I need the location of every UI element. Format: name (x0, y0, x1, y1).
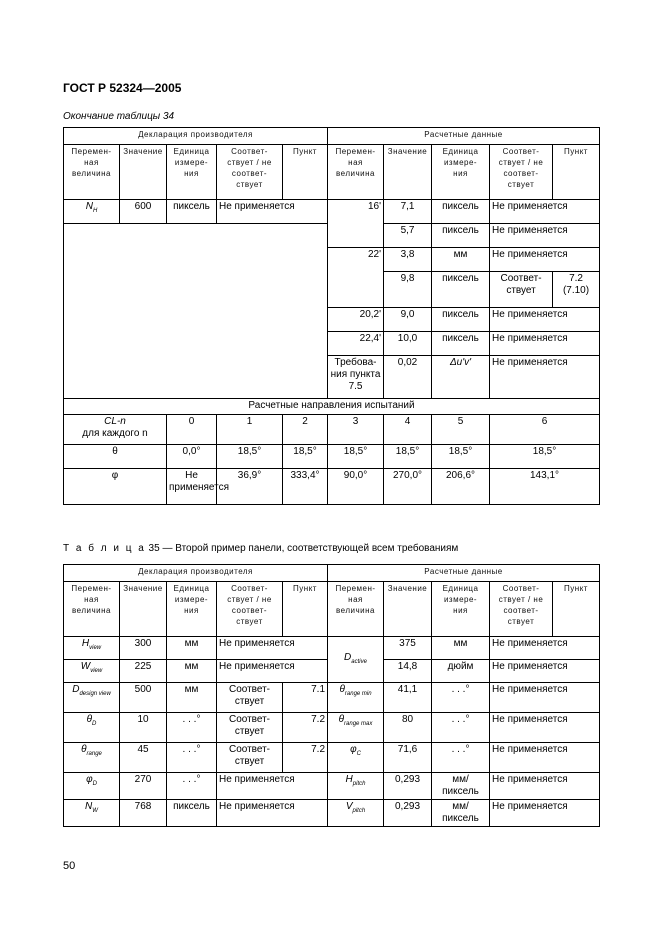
requirement-cell (328, 356, 384, 399)
right-compliance: Не применяется (490, 800, 600, 827)
table-34 (63, 127, 600, 505)
cln-symbol: CL-n (104, 416, 126, 427)
left-compliance: Соответ- ствует (217, 713, 283, 743)
right-compliance: Не применяется (490, 660, 600, 683)
left-value: 10 (120, 713, 167, 743)
right-value: 0,293 (384, 800, 432, 827)
dir-cell (167, 469, 230, 505)
table-row (64, 773, 600, 800)
col-head-text: Единица измере- ния (442, 147, 479, 178)
col-head-value: Значение (384, 145, 432, 200)
right-value: 14,8 (384, 660, 432, 683)
value-cell: 10,0 (384, 332, 432, 356)
dir-cell: 6 (490, 415, 600, 445)
symbol-subscript: C (356, 751, 361, 757)
col-head-unit (432, 145, 490, 200)
dir-cell: 18,5° (384, 445, 432, 469)
multiline-text: Требова- ния пункта 7.5 (330, 357, 381, 392)
symbol-subscript: D (92, 781, 97, 787)
symbol: φ (350, 744, 357, 755)
multiline-text: 7.2 (7.10) (562, 273, 590, 296)
right-symbol (328, 637, 384, 683)
right-symbol (328, 800, 384, 827)
value-cell: 9,8 (384, 272, 432, 308)
dir-cell: 18,5° (432, 445, 490, 469)
dir-cell: 1 (217, 415, 283, 445)
col-head-unit (167, 582, 217, 637)
col-head-text: Соответ- ствует / не соответ- ствует (227, 147, 272, 189)
col-head-text: Перемен- ная величина (71, 584, 112, 615)
dir-cell: 36,9° (217, 469, 283, 505)
col-head-text: Соответ- ствует / не соответ- ствует (498, 147, 544, 189)
col-head-unit (167, 145, 217, 200)
col-head-compliance (490, 145, 553, 200)
dir-cell: 4 (384, 415, 432, 445)
unit-cell: пиксель (432, 308, 490, 332)
value-cell: 9,0 (384, 308, 432, 332)
symbol-subscript: D (92, 721, 97, 727)
right-unit: мм (432, 637, 490, 660)
declaration-header: Декларация производителя (64, 128, 328, 145)
left-unit: мм (167, 683, 217, 713)
table-row (64, 713, 600, 743)
left-unit: пиксель (167, 800, 217, 827)
dir-cell: 206,6° (432, 469, 490, 505)
left-clause: 7.1 (283, 683, 328, 713)
symbol-subscript: range min (344, 691, 372, 697)
dir-cell: 18,5° (217, 445, 283, 469)
table-continuation-label: Окончание таблицы 34 (63, 111, 175, 122)
clause-cell (553, 272, 600, 308)
compliance-cell: Не применяется (490, 224, 600, 248)
right-symbol (328, 743, 384, 773)
dir-cell: 2 (283, 415, 328, 445)
left-clause: 7.2 (283, 713, 328, 743)
col-head-unit (432, 582, 490, 637)
symbol: N (85, 801, 93, 812)
right-value: 71,6 (384, 743, 432, 773)
col-head-text: Перемен- ная величина (71, 147, 112, 178)
calculated-header: Расчетные данные (328, 128, 600, 145)
value-cell: 3,8 (384, 248, 432, 272)
table-row (64, 637, 600, 660)
directions-title: Расчетные направления испытаний (64, 399, 600, 415)
calculated-header: Расчетные данные (328, 565, 600, 582)
col-head-value: Значение (120, 145, 167, 200)
left-unit: . . .° (167, 743, 217, 773)
left-clause: 7.2 (283, 743, 328, 773)
direction-phi-row (64, 469, 600, 505)
symbol: θ (338, 714, 345, 725)
col-head-text: Перемен- ная величина (335, 147, 376, 178)
dir-cell: 18,5° (328, 445, 384, 469)
direction-n-row (64, 415, 600, 445)
dir-cell: 143,1° (490, 469, 600, 505)
symbol: φ (86, 774, 93, 785)
value-cell: 0,02 (384, 356, 432, 399)
dir-cell: 3 (328, 415, 384, 445)
value-cell: 5,7 (384, 224, 432, 248)
nh-symbol (64, 200, 120, 224)
col-head-clause: Пункт (553, 582, 600, 637)
symbol: H (81, 638, 90, 649)
dir-cell: 0,0° (167, 445, 217, 469)
left-symbol (64, 660, 120, 683)
col-head-compliance (217, 582, 283, 637)
nh-compliance: Не применяется (217, 200, 328, 224)
dir-cell: 90,0° (328, 469, 384, 505)
left-unit: мм (167, 660, 217, 683)
multiline-text: Соответ- ствует (500, 273, 542, 296)
right-unit: мм/пиксель (432, 773, 490, 800)
col-head-variable (328, 145, 384, 200)
col-head-text: Соответ- ствует / не соответ- ствует (227, 584, 272, 626)
document-header: ГОСТ Р 52324—2005 (63, 81, 182, 95)
symbol: W (80, 661, 91, 672)
left-value: 270 (120, 773, 167, 800)
table-35-body (64, 637, 600, 827)
left-value: 500 (120, 683, 167, 713)
left-unit: мм (167, 637, 217, 660)
symbol: V (345, 801, 353, 812)
dir-cell: 5 (432, 415, 490, 445)
left-symbol (64, 683, 120, 713)
symbol-subscript: view (89, 645, 102, 651)
symbol: D (344, 651, 352, 663)
phi-label: φ (64, 469, 167, 505)
unit-cell: пиксель (432, 272, 490, 308)
symbol: N (85, 201, 93, 212)
table-row (64, 743, 600, 773)
dir-cell: 0 (167, 415, 217, 445)
dir-cell: 18,5° (490, 445, 600, 469)
col-head-value: Значение (120, 582, 167, 637)
dir-cell: 18,5° (283, 445, 328, 469)
col-head-variable (328, 582, 384, 637)
multiline-text: Не применяется (169, 470, 230, 493)
empty-block (64, 224, 328, 399)
left-compliance: Не применяется (217, 773, 328, 800)
right-compliance: Не применяется (490, 637, 600, 660)
right-compliance: Не применяется (490, 743, 600, 773)
cln-label (64, 415, 167, 445)
left-compliance: Не применяется (217, 637, 328, 660)
symbol-subscript: active (351, 658, 367, 665)
cln-caption: для каждого n (82, 428, 148, 439)
col-head-clause: Пункт (283, 582, 328, 637)
angle-20-2: 20,2' (328, 308, 384, 332)
unit-cell: пиксель (432, 224, 490, 248)
dir-cell: 270,0° (384, 469, 432, 505)
left-compliance: Соответ- ствует (217, 683, 283, 713)
symbol-subscript: range (86, 751, 102, 757)
left-compliance: Соответ- ствует (217, 743, 283, 773)
symbol: θ (339, 684, 345, 695)
compliance-cell: Не применяется (490, 332, 600, 356)
left-symbol (64, 743, 120, 773)
col-head-variable (64, 582, 120, 637)
right-value: 375 (384, 637, 432, 660)
col-head-compliance (217, 145, 283, 200)
symbol-subscript: W (92, 808, 98, 814)
right-unit: . . .° (432, 713, 490, 743)
compliance-cell: Не применяется (490, 200, 600, 224)
left-compliance: Не применяется (217, 800, 328, 827)
page-number: 50 (63, 860, 76, 872)
symbol: H (345, 774, 353, 785)
nh-unit: пиксель (167, 200, 217, 224)
right-compliance: Не применяется (490, 713, 600, 743)
left-symbol (64, 773, 120, 800)
symbol-subscript: H (92, 208, 98, 214)
col-head-text: Перемен- ная величина (335, 584, 376, 615)
left-value: 768 (120, 800, 167, 827)
table-row (64, 683, 600, 713)
col-head-text: Единица измере- ния (173, 584, 210, 615)
left-value: 225 (120, 660, 167, 683)
left-unit: . . .° (167, 773, 217, 800)
caption-prefix: Т а б л и ц а (63, 543, 146, 554)
col-head-value: Значение (384, 582, 432, 637)
col-head-text: Единица измере- ния (442, 584, 479, 615)
left-compliance: Не применяется (217, 660, 328, 683)
theta-label: θ (64, 445, 167, 469)
col-head-text: Единица измере- ния (173, 147, 210, 178)
value-cell: 7,1 (384, 200, 432, 224)
left-value: 300 (120, 637, 167, 660)
caption-text: 35 — Второй пример панели, соответствующей всем требованиям (145, 543, 459, 554)
left-symbol (64, 637, 120, 660)
compliance-cell: Не применяется (490, 356, 600, 399)
symbol-subscript: range max (344, 721, 373, 727)
right-value: 0,293 (384, 773, 432, 800)
unit-cell: Δu'v' (432, 356, 490, 399)
symbol-subscript: design view (79, 691, 111, 697)
right-unit: . . .° (432, 743, 490, 773)
col-head-clause: Пункт (553, 145, 600, 200)
dir-cell: 333,4° (283, 469, 328, 505)
right-symbol (328, 713, 384, 743)
compliance-cell: Не применяется (490, 248, 600, 272)
declaration-header: Декларация производителя (64, 565, 328, 582)
symbol-subscript: pitch (352, 781, 366, 787)
unit-cell: пиксель (432, 200, 490, 224)
symbol: D (72, 684, 80, 695)
col-head-compliance (490, 582, 553, 637)
col-head-variable (64, 145, 120, 200)
angle-22-4: 22,4' (328, 332, 384, 356)
right-compliance: Не применяется (490, 683, 600, 713)
angle-22: 22' (328, 248, 384, 308)
table-35 (63, 564, 600, 827)
left-value: 45 (120, 743, 167, 773)
nh-value: 600 (120, 200, 167, 224)
left-symbol (64, 713, 120, 743)
unit-cell: пиксель (432, 332, 490, 356)
symbol-subscript: pitch (352, 808, 366, 814)
symbol: θ (86, 714, 93, 725)
unit-cell: мм (432, 248, 490, 272)
right-unit: дюйм (432, 660, 490, 683)
right-unit: . . .° (432, 683, 490, 713)
right-compliance: Не применяется (490, 773, 600, 800)
compliance-cell: Не применяется (490, 308, 600, 332)
direction-theta-row (64, 445, 600, 469)
table-row (64, 800, 600, 827)
left-symbol (64, 800, 120, 827)
col-head-text: Соответ- ствует / не соответ- ствует (498, 584, 544, 626)
angle-16: 16' (328, 200, 384, 248)
right-symbol (328, 773, 384, 800)
symbol: θ (81, 744, 87, 755)
right-unit: мм/пиксель (432, 800, 490, 827)
left-unit: . . .° (167, 713, 217, 743)
right-value: 80 (384, 713, 432, 743)
right-symbol (328, 683, 384, 713)
col-head-clause: Пункт (283, 145, 328, 200)
table-35-caption (63, 543, 458, 554)
compliance-cell (490, 272, 553, 308)
right-value: 41,1 (384, 683, 432, 713)
symbol-subscript: view (90, 668, 103, 674)
